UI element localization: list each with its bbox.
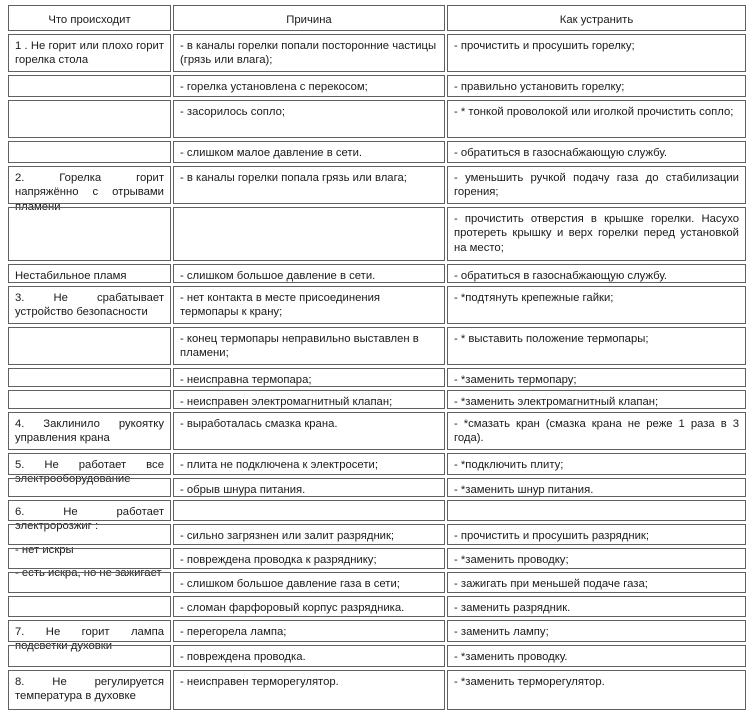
fix-cell: - *заменить шнур питания. bbox=[447, 478, 746, 497]
fix-cell: - правильно установить горелку; bbox=[447, 75, 746, 97]
problem-text: 3. Не срабатывает устройство безопасности bbox=[15, 292, 164, 319]
table-row bbox=[8, 327, 746, 365]
table-row bbox=[8, 548, 746, 569]
cause-cell: - перегорела лампа; bbox=[173, 620, 445, 642]
problem-cell bbox=[8, 207, 171, 261]
cause-cell: - неисправен терморегулятор. bbox=[173, 670, 445, 710]
table-row bbox=[8, 166, 746, 213]
table-row bbox=[8, 34, 746, 72]
table-row bbox=[8, 412, 746, 450]
table-row bbox=[8, 75, 746, 97]
problem-cell bbox=[8, 596, 171, 617]
cause-cell: - в каналы горелки попали посторонние частицы (грязь или влага); bbox=[173, 34, 445, 72]
problem-cell bbox=[8, 390, 171, 409]
cause-cell: - засорилось сопло; bbox=[173, 100, 445, 138]
problem-cell bbox=[8, 670, 171, 710]
problem-text: 2. Горелка горит напряжённо с отрывами пламени bbox=[15, 172, 164, 213]
fix-cell: - прочистить и просушить горелку; bbox=[447, 34, 746, 72]
table-row bbox=[8, 286, 746, 324]
problem-text: Нестабильное пламя bbox=[15, 270, 127, 282]
table-row bbox=[8, 264, 746, 283]
problem-cell bbox=[8, 100, 171, 138]
problem-text: 5. Не работает все электрооборудование bbox=[15, 459, 164, 486]
fix-cell: - обратиться в газоснабжающую службу. bbox=[447, 141, 746, 163]
problem-cell bbox=[8, 327, 171, 365]
cause-cell: - обрыв шнура питания. bbox=[173, 478, 445, 497]
cause-cell: - конец термопары неправильно выставлен в пламени; bbox=[173, 327, 445, 365]
problem-cell bbox=[8, 264, 171, 283]
fix-cell: - обратиться в газоснабжающую службу. bbox=[447, 264, 746, 283]
problem-text: - есть искра, но не зажигает bbox=[15, 567, 162, 580]
header-fix: Как устранить bbox=[447, 5, 746, 31]
problem-cell bbox=[8, 34, 171, 72]
table-row bbox=[8, 100, 746, 138]
cause-cell: - повреждена проводка к разряднику; bbox=[173, 548, 445, 569]
cause-cell: - слишком большое давление в сети. bbox=[173, 264, 445, 283]
problem-text: 8. Не регулируется температура в духовке bbox=[15, 676, 164, 703]
table-row bbox=[8, 141, 746, 163]
fix-cell: - прочистить и просушить разрядник; bbox=[447, 524, 746, 545]
fix-cell: - прочистить отверстия в крышке горелки. Насухо протереть крышку и верх горелки перед установкой на место; bbox=[447, 207, 746, 261]
fix-cell: - *заменить терморегулятор. bbox=[447, 670, 746, 710]
fix-cell: - *подключить плиту; bbox=[447, 453, 746, 475]
cause-cell: - слишком малое давление в сети. bbox=[173, 141, 445, 163]
table-row bbox=[8, 670, 746, 710]
fix-cell: - * выставить положение термопары; bbox=[447, 327, 746, 365]
problem-cell bbox=[8, 75, 171, 97]
problem-text: 6. Не работает электророзжиг : bbox=[15, 506, 164, 533]
problem-cell bbox=[8, 286, 171, 324]
problem-cell bbox=[8, 620, 171, 653]
fix-cell: - заменить лампу; bbox=[447, 620, 746, 642]
cause-cell: - нет контакта в месте присоединения термопары к крану; bbox=[173, 286, 445, 324]
table-row bbox=[8, 390, 746, 409]
problem-cell bbox=[8, 524, 171, 545]
problem-cell bbox=[8, 166, 171, 213]
table-header bbox=[8, 5, 746, 31]
cause-cell bbox=[173, 207, 445, 261]
cause-cell: - сильно загрязнен или залит разрядник; bbox=[173, 524, 445, 545]
problem-cell bbox=[8, 500, 171, 580]
cause-cell: - повреждена проводка. bbox=[173, 645, 445, 667]
header-problem: Что происходит bbox=[8, 5, 171, 31]
fix-cell: - *заменить термопару; bbox=[447, 368, 746, 387]
problem-cell bbox=[8, 453, 171, 486]
table-row bbox=[8, 368, 746, 387]
table-row bbox=[8, 207, 746, 261]
problem-cell bbox=[8, 141, 171, 163]
fix-cell: - *заменить проводку; bbox=[447, 548, 746, 569]
fix-cell: - зажигать при меньшей подаче газа; bbox=[447, 572, 746, 593]
troubleshooting-table bbox=[8, 5, 746, 710]
fix-cell: - *заменить электромагнитный клапан; bbox=[447, 390, 746, 409]
problem-cell bbox=[8, 412, 171, 450]
table-row bbox=[8, 620, 746, 653]
cause-cell: - сломан фарфоровый корпус разрядника. bbox=[173, 596, 445, 617]
problem-cell bbox=[8, 478, 171, 497]
cause-cell: - плита не подключена к электросети; bbox=[173, 453, 445, 475]
problem-cell bbox=[8, 548, 171, 569]
table-row bbox=[8, 453, 746, 486]
problem-text: - нет искры bbox=[15, 543, 74, 556]
problem-text: 7. Не горит лампа подсветки духовки bbox=[15, 626, 164, 653]
cause-cell bbox=[173, 500, 445, 521]
problem-text: 4. Заклинило рукоятку управления крана bbox=[15, 418, 164, 445]
fix-cell: - заменить разрядник. bbox=[447, 596, 746, 617]
problem-text: 1 . Не горит или плохо горит горелка стола bbox=[15, 40, 164, 67]
cause-cell: - выработалась смазка крана. bbox=[173, 412, 445, 450]
cause-cell: - неисправен электромагнитный клапан; bbox=[173, 390, 445, 409]
table-row bbox=[8, 572, 746, 593]
fix-cell: - * тонкой проволокой или иголкой прочистить сопло; bbox=[447, 100, 746, 138]
problem-cell bbox=[8, 572, 171, 593]
problem-cell bbox=[8, 368, 171, 387]
table-row bbox=[8, 645, 746, 667]
table-row bbox=[8, 596, 746, 617]
table-row bbox=[8, 478, 746, 497]
cause-cell: - неисправна термопара; bbox=[173, 368, 445, 387]
fix-cell bbox=[447, 500, 746, 521]
cause-cell: - горелка установлена с перекосом; bbox=[173, 75, 445, 97]
cause-cell: - в каналы горелки попала грязь или влага; bbox=[173, 166, 445, 204]
problem-cell bbox=[8, 645, 171, 667]
header-cause: Причина bbox=[173, 5, 445, 31]
fix-cell: - *смазать кран (смазка крана не реже 1 раза в 3 года). bbox=[447, 412, 746, 450]
fix-cell: - *подтянуть крепежные гайки; bbox=[447, 286, 746, 324]
table-row bbox=[8, 524, 746, 545]
cause-cell: - слишком большое давление газа в сети; bbox=[173, 572, 445, 593]
fix-cell: - уменьшить ручкой подачу газа до стабилизации горения; bbox=[447, 166, 746, 204]
fix-cell: - *заменить проводку. bbox=[447, 645, 746, 667]
